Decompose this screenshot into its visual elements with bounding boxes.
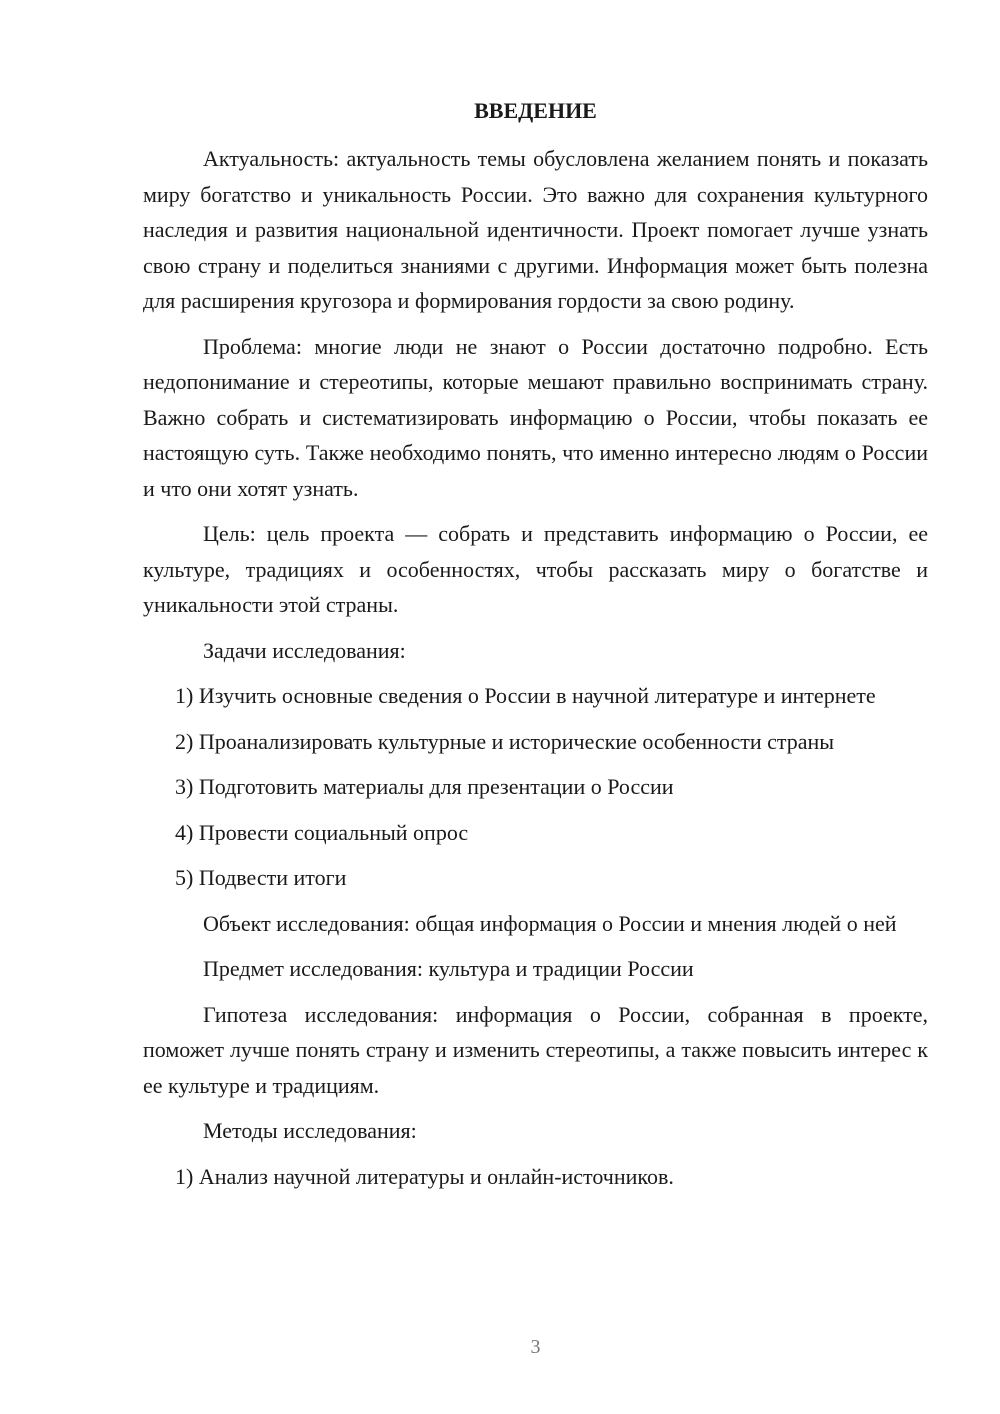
task-item: 3) Подготовить материалы для презентации о России [175, 774, 674, 799]
hypothesis-paragraph: Гипотеза исследования: информация о России, собранная в проекте, поможет лучше понять страну и изменить стереотипы, а также повысить интерес к ее культуре и традициям. [143, 1001, 928, 1098]
task-item: 1) Изучить основные сведения о России в научной литературе и интернете [175, 683, 876, 708]
relevance-paragraph: Актуальность: актуальность темы обусловлена желанием понять и показать миру богатство и уникальность России. Это важно для сохранения культурного наследия и развития национальной идентичности. Проект помогает лучше узнать свою страну и поделиться знаниями с другими. Информация может быть полезна для расширения кругозора и формирования гордости за свою родину. [143, 146, 928, 313]
task-item: 5) Подвести итоги [175, 865, 347, 890]
subject-paragraph: Предмет исследования: культура и традиции России [203, 956, 694, 981]
goal-paragraph: Цель: цель проекта — собрать и представить информацию о России, ее культуре, традициях и особенностях, чтобы рассказать миру о богатстве и уникальности этой страны. [143, 521, 928, 617]
method-item: 1) Анализ научной литературы и онлайн-источников. [175, 1163, 674, 1189]
document-body [143, 141, 928, 1204]
tasks-heading: Задачи исследования: [203, 637, 406, 663]
page-number: 3 [530, 1336, 541, 1358]
methods-heading: Методы исследования: [203, 1118, 417, 1143]
task-item: 2) Проанализировать культурные и исторические особенности страны [175, 728, 835, 754]
object-paragraph: Объект исследования: общая информация о России и мнения людей о ней [203, 910, 897, 936]
problem-paragraph: Проблема: многие люди не знают о России достаточно подробно. Есть недопонимание и стереотипы, которые мешают правильно воспринимать страну. Важно собрать и систематизировать информацию о России, чтобы показать ее настоящую суть. Также необходимо понять, что именно интересно людям о России и что они хотят узнать. [143, 333, 928, 501]
page-title: ВВЕДЕНИЕ [474, 98, 597, 123]
task-item: 4) Провести социальный опрос [175, 819, 469, 845]
document-page [143, 0, 928, 1414]
